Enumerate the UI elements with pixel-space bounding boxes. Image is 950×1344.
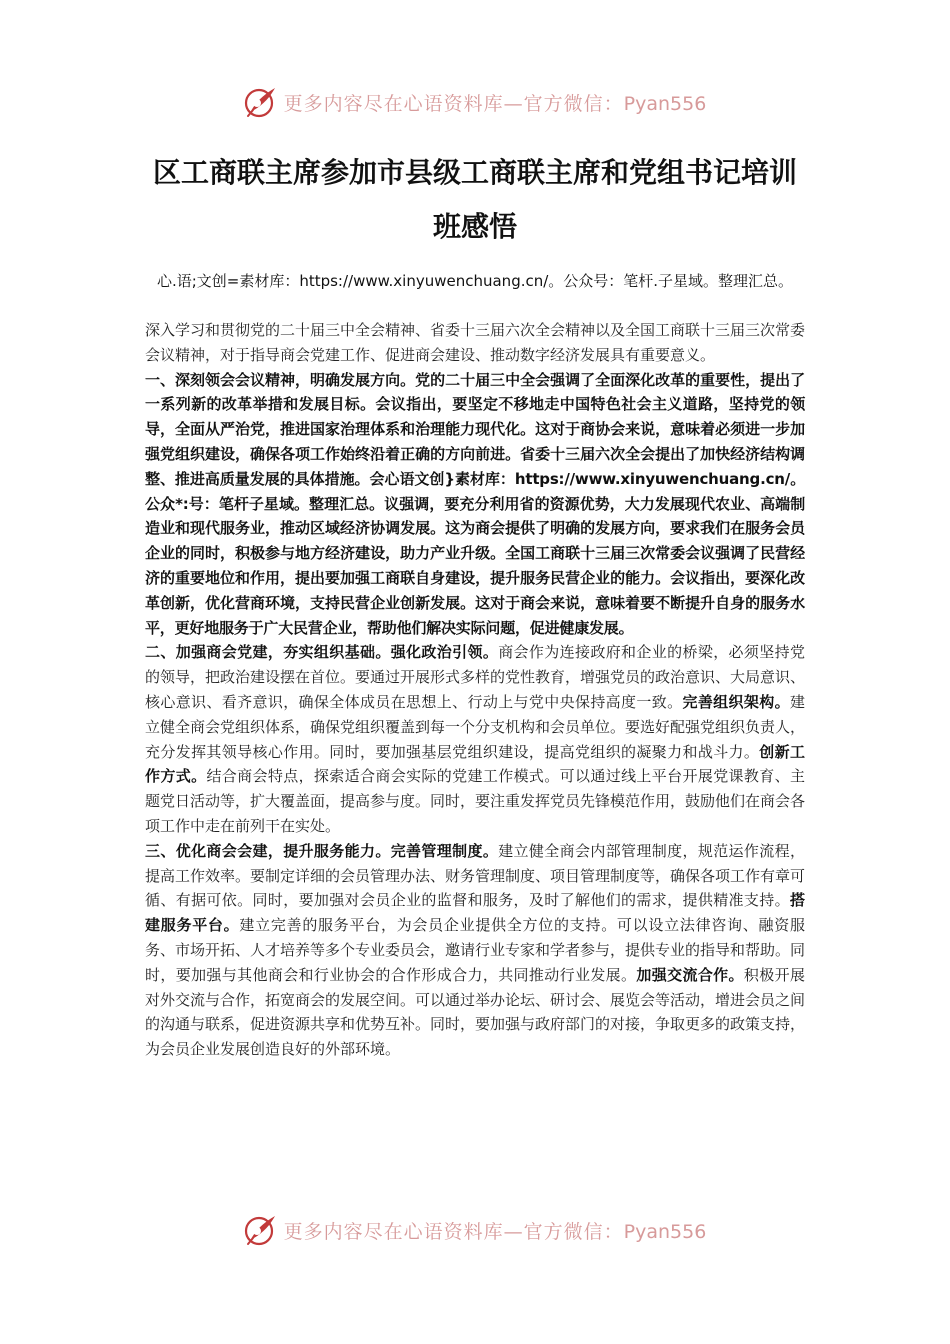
quill-logo-icon	[244, 1213, 278, 1247]
section-1-paragraph: 一、深刻领会会议精神，明确发展方向。党的二十届三中全会强调了全面深化改革的重要性，提出了一系列新的改革举措和发展目标。会议指出，要坚定不移地走中国特色社会主义道路，坚持党的领导，全面从严治党，推进国家治理体系和治理能力现代化。这对于商协会来说，意味着必须进一步加强党组织建设，确保各项工作始终沿着正确的方向前进。省委十三届六次全会提出了加快经济结构调整、推进高质量发展的具体措施。会心语文创}素材库：https://www.xinyuwenchuang.cn/。公众*:号：笔杆子星域。整理汇总。议强调，要充分利用省的资源优势，大力发展现代农业、高端制造业和现代服务业，推动区域经济协调发展。这为商会提供了明确的发展方向，要求我们在服务会员企业的同时，积极参与地方经济建设，助力产业升级。全国工商联十三届三次常委会议强调了民营经济的重要地位和作用，提出要加强工商联自身建设，提升服务民营企业的能力。会议指出，要深化改革创新，优化营商环境，支持民营企业创新发展。这对于商会来说，意味着要不断提升自身的服务水平，更好地服务于广大民营企业，帮助他们解决实际问题，促进健康发展。	[145, 370, 805, 637]
section-3-sub-3-title: 加强交流合作。	[636, 965, 744, 984]
document-body	[145, 318, 805, 1062]
banner-label: 更多内容尽在心语资料库—官方微信：	[283, 92, 624, 115]
section-2-sub-1-title: 强化政治引领。	[390, 643, 499, 662]
section-3-sub-1-text: 建立健全商会内部管理制度，规范运作流程，提高工作效率。要制定详细的会员管理办法、财务管理制度、项目管理制度等，确保各项工作有章可循、有据可依。同时，要加强对会员企业的监督和服务，及时了解他们的需求，提供精准支持。	[145, 841, 806, 910]
source-line: 心.语;文创=素材库：https://www.xinyuwenchuang.cn/。公众号：笔杆.子星域。整理汇总。	[156, 272, 794, 290]
section-3-paragraph	[145, 839, 805, 1062]
banner-text	[284, 89, 707, 116]
wechat-handle: Pyan556	[623, 92, 707, 115]
section-2-sub-3-title: 创新工作方式。	[145, 742, 805, 786]
wechat-handle: Pyan556	[623, 1220, 707, 1243]
section-2-sub-1-text: 商会作为连接政府和企业的桥梁，必须坚持党的领导，把政治建设摆在首位。要通过开展形式多样的党性教育，增强党员的政治意识、大局意识、核心意识、看齐意识，确保全体成员在思想上、行动上与党中央保持高度一致。	[145, 643, 806, 711]
section-3-sub-3-text: 积极开展对外交流与合作，拓宽商会的发展空间。可以通过举办论坛、研讨会、展览会等活动，增进会员之间的沟通与联系，促进资源共享和优势互补。同时，要加强与政府部门的对接，争取更多的政策支持，为会员企业发展创造良好的外部环境。	[145, 965, 806, 1059]
section-2-sub-2-title: 完善组织架构。	[682, 692, 790, 711]
section-2-paragraph	[145, 640, 805, 838]
section-3-sub-2-title: 搭建服务平台。	[145, 891, 805, 935]
banner-text	[284, 1217, 707, 1244]
intro-paragraph: 深入学习和贯彻党的二十届三中全会精神、省委十三届六次全会精神以及全国工商联十三届三次常委会议精神，对于指导商会党建工作、促进商会建设、推动数字经济发展具有重要意义。	[145, 321, 806, 364]
section-3-sub-2-text: 建立完善的服务平台，为会员企业提供全方位的支持。可以设立法律咨询、融资服务、市场开拓、人才培养等多个专业委员会，邀请行业专家和学者参与，提供专业的指导和帮助。同时，要加强与其他商会和行业协会的合作形成合力，共同推动行业发展。	[145, 916, 806, 984]
section-2-sub-2-text: 建立健全商会党组织体系，确保党组织覆盖到每一个分支机构和会员单位。要选好配强党组织负责人，充分发挥其领导核心作用。同时，要加强基层党组织建设，提高党组织的凝聚力和战斗力。	[145, 692, 806, 761]
section-2-heading: 二、加强商会党建，夯实组织基础。	[145, 643, 391, 662]
footer-banner	[0, 1208, 950, 1252]
banner-label: 更多内容尽在心语资料库—官方微信：	[283, 1220, 624, 1243]
quill-logo-icon	[244, 85, 278, 119]
section-3-heading: 三、优化商会会建，提升服务能力。	[145, 841, 391, 860]
section-2-sub-3-text: 结合商会特点，探索适合商会实际的党建工作模式。可以通过线上平台开展党课教育、主题党日活动等，扩大覆盖面，提高参与度。同时，要注重发挥党员先锋模范作用，鼓励他们在商会各项工作中走在前列干在实处。	[145, 767, 806, 835]
section-3-sub-1-title: 完善管理制度。	[390, 841, 499, 860]
header-banner	[0, 80, 950, 124]
document-title: 区工商联主席参加市县级工商联主席和党组书记培训班感悟	[152, 156, 797, 243]
